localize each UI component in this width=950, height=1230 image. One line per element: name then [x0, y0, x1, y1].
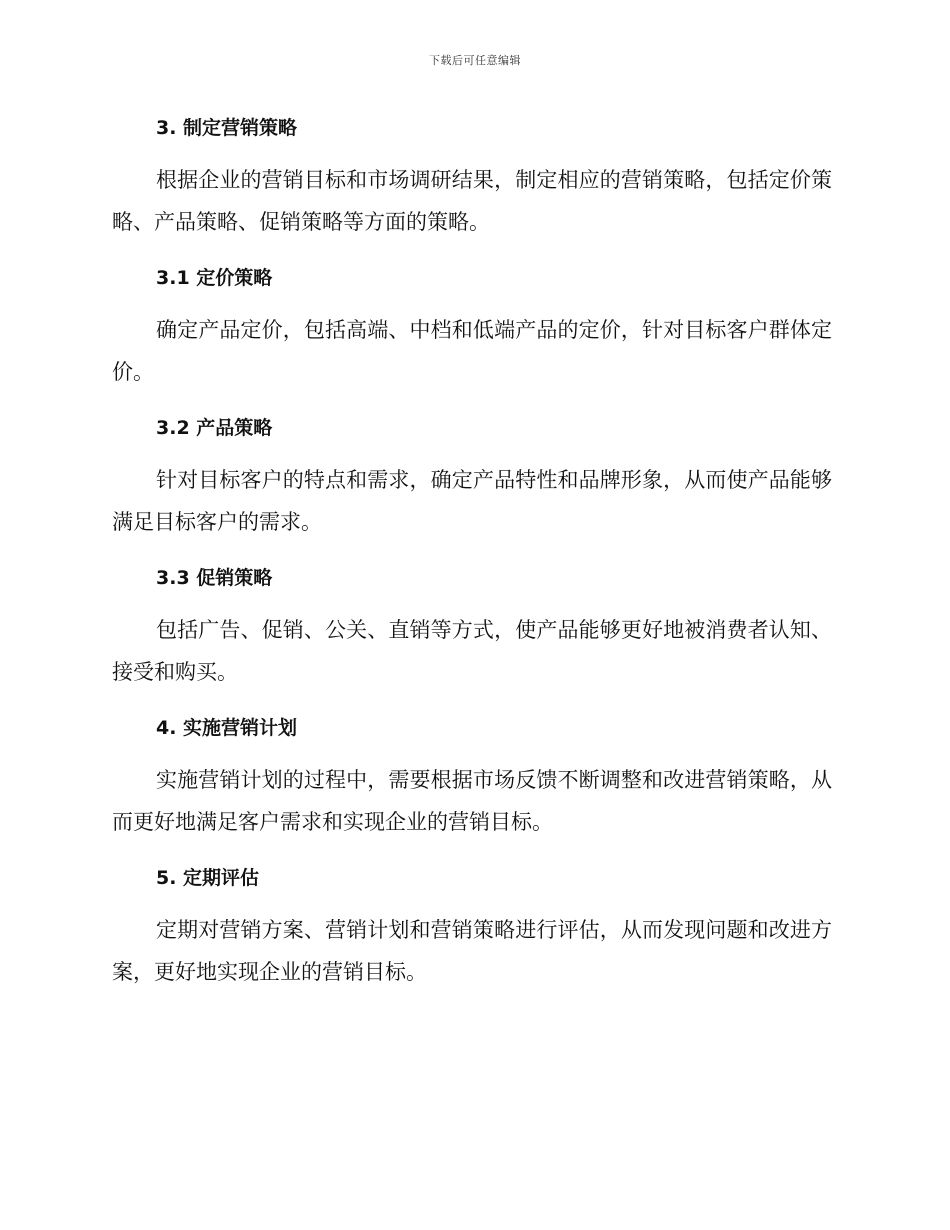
section-paragraph: 实施营销计划的过程中，需要根据市场反馈不断调整和改进营销策略，从而更好地满足客户需求和实现企业的营销目标。 — [112, 768, 832, 834]
section-heading: 4. 实施营销计划 — [156, 717, 298, 739]
section-3-1 — [112, 258, 832, 393]
section-heading: 3.1 定价策略 — [156, 267, 273, 289]
section-3-2 — [112, 408, 832, 543]
section-heading: 5. 定期评估 — [156, 867, 260, 889]
section-5 — [112, 858, 832, 993]
page-header-note: 下载后可任意编辑 — [429, 54, 521, 67]
section-4 — [112, 708, 832, 843]
section-paragraph: 确定产品定价，包括高端、中档和低端产品的定价，针对目标客户群体定价。 — [112, 318, 832, 384]
section-heading: 3.3 促销策略 — [156, 567, 273, 589]
section-3-3 — [112, 558, 832, 693]
section-paragraph: 定期对营销方案、营销计划和营销策略进行评估，从而发现问题和改进方案，更好地实现企业的营销目标。 — [112, 918, 832, 984]
section-paragraph: 根据企业的营销目标和市场调研结果，制定相应的营销策略，包括定价策略、产品策略、促销策略等方面的策略。 — [112, 168, 832, 234]
document-body — [112, 108, 832, 1008]
section-paragraph: 包括广告、促销、公关、直销等方式，使产品能够更好地被消费者认知、接受和购买。 — [112, 618, 832, 684]
section-3 — [112, 108, 832, 243]
section-heading: 3. 制定营销策略 — [156, 117, 298, 139]
section-heading: 3.2 产品策略 — [156, 417, 273, 439]
section-paragraph: 针对目标客户的特点和需求，确定产品特性和品牌形象，从而使产品能够满足目标客户的需求。 — [112, 468, 832, 534]
